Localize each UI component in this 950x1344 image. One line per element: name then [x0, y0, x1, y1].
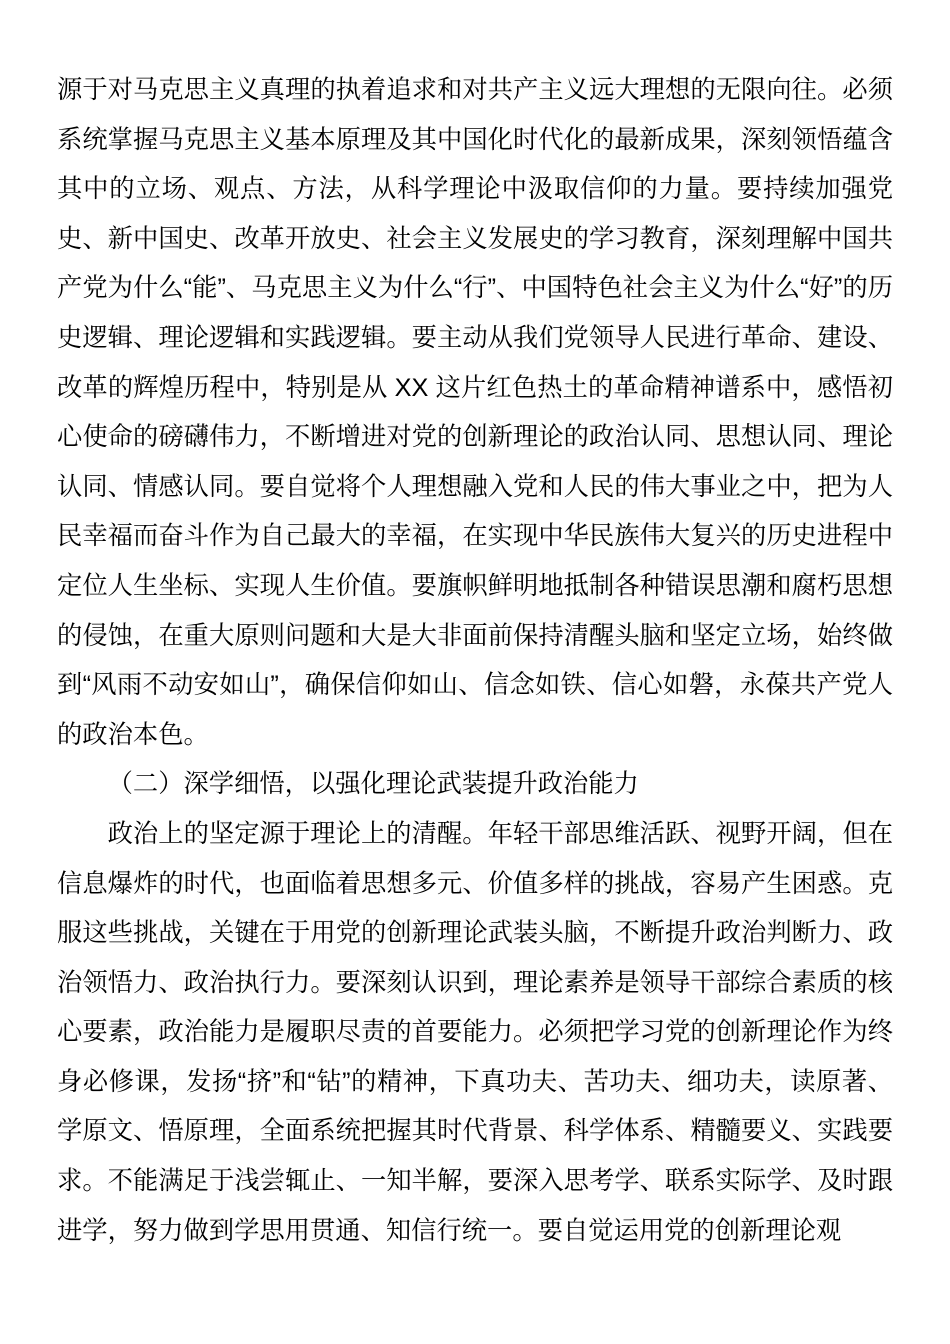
paragraph-continuation: 源于对马克思主义真理的执着追求和对共产主义远大理想的无限向往。必须系统掌握马克思主义基本原理及其中国化时代化的最新成果，深刻领悟蕴含其中的立场、观点、方法，从科学理论中汲取信仰的力量。要持续加强党史、新中国史、改革开放史、社会主义发展史的学习教育，深刻理解中国共产党为什么“能”、马克思主义为什么“行”、中国特色社会主义为什么“好”的历史逻辑、理论逻辑和实践逻辑。要主动从我们党领导人民进行革命、建设、改革的辉煌历程中，特别是从 XX 这片红色热土的革命精神谱系中，感悟初心使命的磅礴伟力，不断增进对党的创新理论的政治认同、思想认同、理论认同、情感认同。要自觉将个人理想融入党和人民的伟大事业之中，把为人民幸福而奋斗作为自己最大的幸福，在实现中华民族伟大复兴的历史进程中定位人生坐标、实现人生价值。要旗帜鲜明地抵制各种错误思潮和腐朽思想的侵蚀，在重大原则问题和大是大非面前保持清醒头脑和坚定立场，始终做到“风雨不动安如山”，确保信仰如山、信念如铁、信心如磐，永葆共产党人的政治本色。: [57, 76, 893, 749]
paragraph-body: 政治上的坚定源于理论上的清醒。年轻干部思维活跃、视野开阔，但在信息爆炸的时代，也面临着思想多元、价值多样的挑战，容易产生困惑。克服这些挑战，关键在于用党的创新理论武装头脑，不断提升政治判断力、政治领悟力、政治执行力。要深刻认识到，理论素养是领导干部综合素质的核心要素，政治能力是履职尽责的首要能力。必须把学习党的创新理论作为终身必修课，发扬“挤”和“钻”的精神，下真功夫、苦功夫、细功夫，读原著、学原文、悟原理，全面系统把握其时代背景、科学体系、精髓要义、实践要求。不能满足于浅尝辄止、一知半解，要深入思考学、联系实际学、及时跟进学，努力做到学思用贯通、知信行统一。要自觉运用党的创新理论观: [57, 819, 893, 1245]
section-heading: （二）深学细悟，以强化理论武装提升政治能力: [107, 770, 639, 799]
